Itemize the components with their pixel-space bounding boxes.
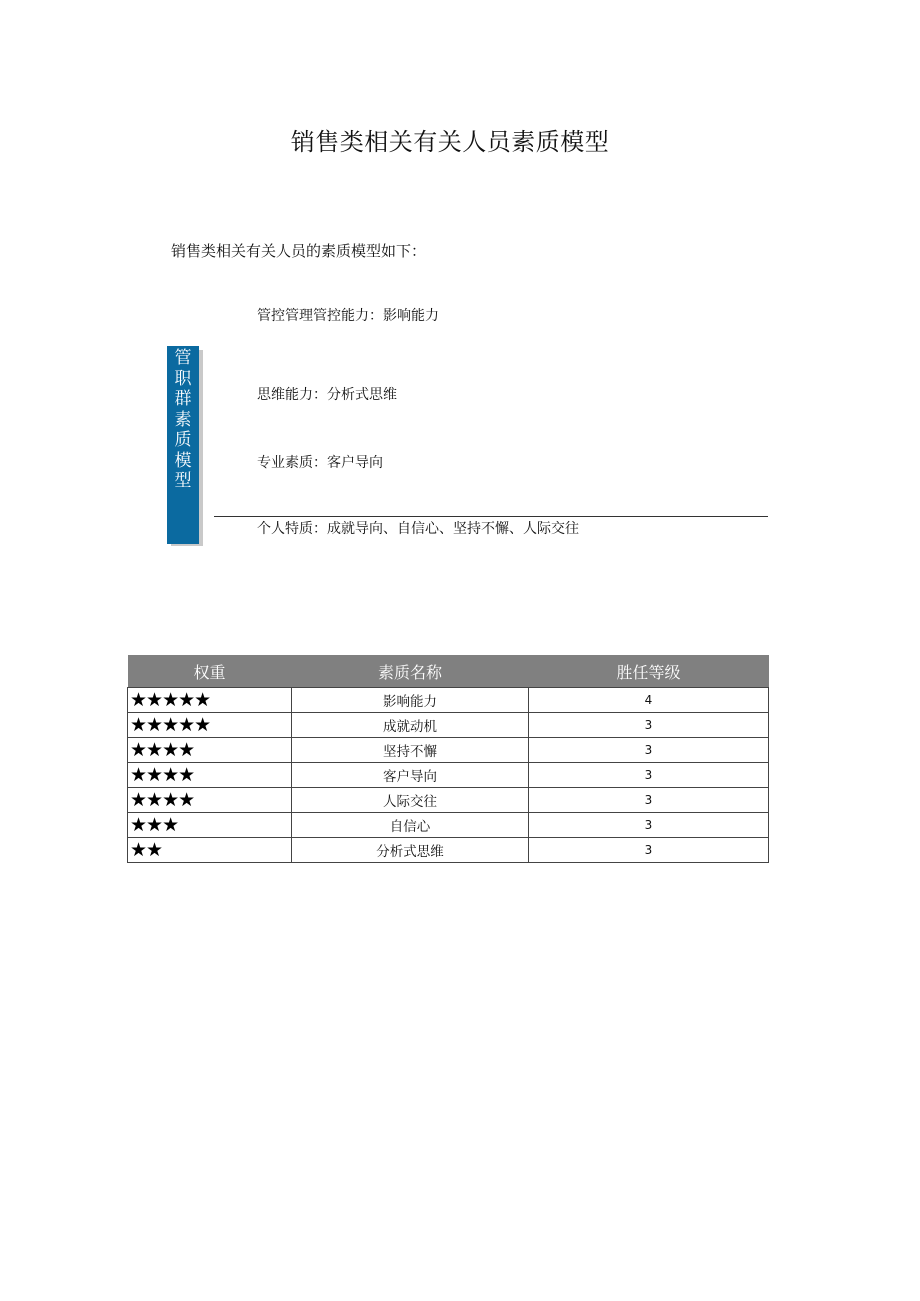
competency-name: 客户导向 [292,763,529,788]
competency-level: 3 [529,788,769,813]
weight-stars: ★★★★ [128,738,292,763]
model-divider [214,516,768,517]
header-weight: 权重 [128,655,292,688]
header-level: 胜任等级 [529,655,769,688]
weight-stars: ★★ [128,838,292,863]
model-item-thinking: 思维能力：分析式思维 [257,387,397,403]
competency-name: 成就动机 [292,713,529,738]
competency-name: 坚持不懈 [292,738,529,763]
competency-name: 自信心 [292,813,529,838]
table-row [128,788,769,813]
competency-name: 人际交往 [292,788,529,813]
table-row [128,738,769,763]
competency-level: 3 [529,713,769,738]
weight-stars: ★★★★ [128,788,292,813]
table-row [128,838,769,863]
competency-level: 3 [529,838,769,863]
model-bar [167,346,199,544]
competency-name: 影响能力 [292,688,529,713]
competency-level: 3 [529,763,769,788]
table-row [128,763,769,788]
table-row [128,688,769,713]
header-name: 素质名称 [292,655,529,688]
document-title: 销售类相关有关人员素质模型 [290,128,610,156]
table-row [128,713,769,738]
weight-stars: ★★★★ [128,763,292,788]
intro-text: 销售类相关有关人员的素质模型如下： [171,242,427,260]
table-row [128,813,769,838]
table-header-row [128,655,769,688]
weight-stars: ★★★ [128,813,292,838]
model-item-personal: 个人特质：成就导向、自信心、坚持不懈、人际交往 [257,521,579,537]
competency-name: 分析式思维 [292,838,529,863]
model-item-management: 管控管理管控能力：影响能力 [257,308,439,324]
competency-level: 4 [529,688,769,713]
competency-level: 3 [529,738,769,763]
weight-stars: ★★★★★ [128,688,292,713]
weight-stars: ★★★★★ [128,713,292,738]
competency-level: 3 [529,813,769,838]
model-item-professional: 专业素质：客户导向 [257,455,383,471]
model-bar-label: 管职群素质模型 [174,348,192,491]
competency-table [127,655,769,863]
